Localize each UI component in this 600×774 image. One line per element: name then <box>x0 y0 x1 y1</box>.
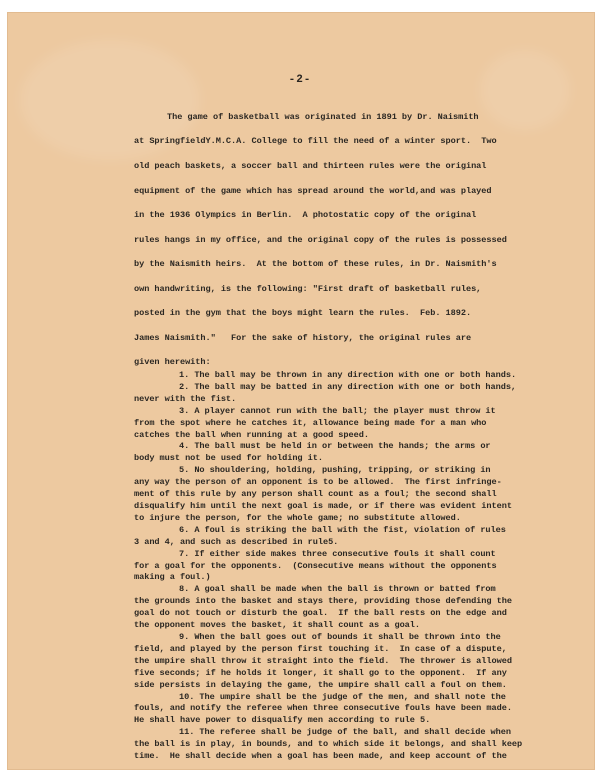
rule-line: never with the fist. <box>134 393 237 404</box>
rule-line: the ball is in play, in bounds, and to which side it belongs, and shall keep <box>134 739 523 750</box>
intro-line: posted in the gym that the boys might learn the rules. Feb. 1892. <box>134 308 472 318</box>
rule-line: 2. The ball may be batted in any direction with one or both hands, <box>179 381 517 392</box>
intro-line: given herewith: <box>134 357 211 367</box>
rule-line: catches the ball when running at a good speed. <box>134 429 369 440</box>
rule-line: from the spot where he catches it, allowance being made for a man who <box>134 417 487 428</box>
intro-line: old peach baskets, a soccer ball and thirteen rules were the original <box>134 161 487 171</box>
rule-line: 10. The umpire shall be the judge of the men, and shall note the <box>179 691 506 702</box>
rule-line: the umpire shall throw it straight into the field. The thrower is allowed <box>134 655 512 666</box>
rule-line: body must not be used for holding it. <box>134 453 323 464</box>
intro-line: own handwriting, is the following: "First draft of basketball rules, <box>134 284 482 294</box>
rule-line: 7. If either side makes three consecutive fouls it shall count <box>179 548 496 559</box>
rule-line: 6. A foul is striking the ball with the fist, violation of rules <box>179 524 506 535</box>
rule-line: 1. The ball may be thrown in any direction with one or both hands. <box>179 370 517 380</box>
intro-line: The game of basketball was originated in 1891 by Dr. Naismith <box>167 112 479 122</box>
intro-line: equipment of the game which has spread around the world,and was played <box>134 186 492 196</box>
page-number: -2- <box>288 74 312 86</box>
intro-line: rules hangs in my office, and the original copy of the rules is possessed <box>134 235 507 245</box>
rule-line: goal do not touch or disturb the goal. If the ball rests on the edge and <box>134 608 507 619</box>
rule-line: 3 and 4, and such as described in rule5. <box>134 536 339 547</box>
rule-line: He shall have power to disqualify men according to rule 5. <box>134 715 431 726</box>
rule-line: time. He shall decide when a goal has been made, and keep account of the <box>134 751 507 761</box>
rule-line: the opponent moves the basket, it shall count as a goal. <box>134 620 420 630</box>
rule-line: ment of this rule by any person shall count as a foul; the second shall <box>134 489 497 500</box>
rule-line: field, and played by the person first touching it. In case of a dispute, <box>134 643 507 654</box>
rule-line: side persists in delaying the game, the umpire shall call a foul on them. <box>134 679 507 690</box>
rule-line: fouls, and notify the referee when three consecutive fouls have been made. <box>134 703 512 714</box>
rule-line: to injure the person, for the whole game; no substitute allowed. <box>134 512 461 523</box>
intro-line: at SpringfieldY.M.C.A. College to fill the need of a winter sport. Two <box>134 136 497 146</box>
intro-line: in the 1936 Olympics in Berlin. A photostatic copy of the original <box>134 210 477 220</box>
rule-line: 4. The ball must be held in or between the hands; the arms or <box>179 441 491 452</box>
rule-line: 8. A goal shall be made when the ball is thrown or batted from <box>179 584 496 595</box>
rule-line: making a foul.) <box>134 572 211 583</box>
rule-line: any way the person of an opponent is to be allowed. The first infringe- <box>134 477 502 488</box>
intro-line: by the Naismith heirs. At the bottom of these rules, in Dr. Naismith's <box>134 259 497 269</box>
rule-line: 3. A player cannot run with the ball; the player must throw it <box>179 405 496 416</box>
rule-line: disqualify him until the next goal is made, or if there was evident intent <box>134 501 512 511</box>
rule-line: the grounds into the basket and stays there, providing those defending the <box>134 596 512 607</box>
rule-line: five seconds; if he holds it longer, it shall go to the opponent. If any <box>134 667 507 678</box>
rule-line: 5. No shouldering, holding, pushing, tripping, or striking in <box>179 465 491 476</box>
rule-line: 9. When the ball goes out of bounds it shall be thrown into the <box>179 631 501 642</box>
rule-line: 11. The referee shall be judge of the ball, and shall decide when <box>179 727 511 738</box>
rule-line: for a goal for the opponents. (Consecutive means without the opponents <box>134 560 497 571</box>
intro-line: James Naismith." For the sake of history, the original rules are <box>134 333 472 343</box>
